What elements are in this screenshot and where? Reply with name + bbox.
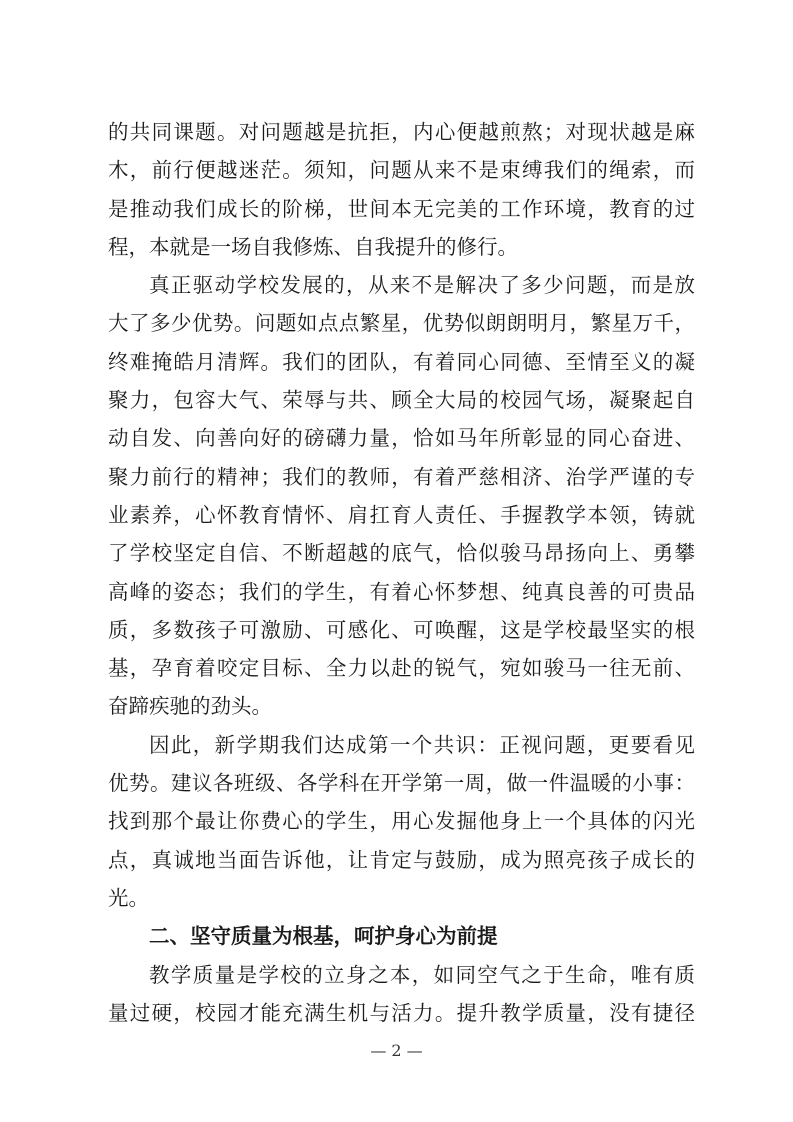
paragraph-line: 聚力前行的精神；我们的教师，有着严慈相济、治学严谨的专: [108, 464, 695, 489]
paragraph-2: [108, 266, 695, 726]
document-body: [108, 113, 695, 1032]
paragraph-1: [108, 113, 695, 266]
paragraph-line: 质，多数孩子可激励、可感化、可唤醒，这是学校最坚实的根: [108, 617, 695, 642]
paragraph-line: 动自发、向善向好的磅礴力量，恰如马年所彰显的同心奋进、: [108, 426, 695, 451]
paragraph-line: 聚力，包容大气、荣辱与共、顾全大局的校园气场，凝聚起自: [108, 388, 695, 413]
section-heading: 二、坚守质量为根基，呵护身心为前提: [149, 924, 498, 949]
paragraph-line: 找到那个最让你费心的学生，用心发掘他身上一个具体的闪光: [108, 809, 695, 834]
paragraph-line: 业素养，心怀教育情怀、肩扛育人责任、手握教学本领，铸就: [108, 502, 695, 527]
paragraph-line: 程，本就是一场自我修炼、自我提升的修行。: [108, 234, 518, 259]
paragraph-line: 基，孕育着咬定目标、全力以赴的锐气，宛如骏马一往无前、: [108, 656, 695, 681]
paragraph-line: 奋蹄疾驰的劲头。: [108, 694, 272, 719]
paragraph-4: [108, 956, 695, 1033]
page-number: — 2 —: [370, 1041, 423, 1060]
paragraph-line: 因此，新学期我们达成第一个共识：正视问题，更要看见: [149, 732, 695, 757]
paragraph-line: 优势。建议各班级、各学科在开学第一周，做一件温暖的小事：: [108, 771, 695, 796]
paragraph-line: 真正驱动学校发展的，从来不是解决了多少问题，而是放: [149, 273, 695, 298]
paragraph-line: 高峰的姿态；我们的学生，有着心怀梦想、纯真良善的可贵品: [108, 579, 695, 604]
paragraph-line: 光。: [108, 885, 149, 910]
paragraph-line: 了学校坚定自信、不断超越的底气，恰似骏马昂扬向上、勇攀: [108, 541, 695, 566]
paragraph-line: 量过硬，校园才能充满生机与活力。提升教学质量，没有捷径: [108, 1000, 695, 1025]
paragraph-3: [108, 726, 695, 917]
paragraph-line: 终难掩皓月清辉。我们的团队，有着同心同德、至情至义的凝: [108, 349, 695, 374]
paragraph-line: 木，前行便越迷茫。须知，问题从来不是束缚我们的绳索，而: [108, 158, 695, 183]
paragraph-line: 大了多少优势。问题如点点繁星，优势似朗朗明月，繁星万千，: [108, 311, 695, 336]
paragraph-line: 的共同课题。对问题越是抗拒，内心便越煎熬；对现状越是麻: [108, 120, 695, 144]
paragraph-line: 教学质量是学校的立身之本，如同空气之于生命，唯有质: [149, 962, 695, 987]
paragraph-line: 是推动我们成长的阶梯，世间本无完美的工作环境，教育的过: [108, 196, 695, 221]
paragraph-line: 点，真诚地当面告诉他，让肯定与鼓励，成为照亮孩子成长的: [108, 847, 695, 872]
